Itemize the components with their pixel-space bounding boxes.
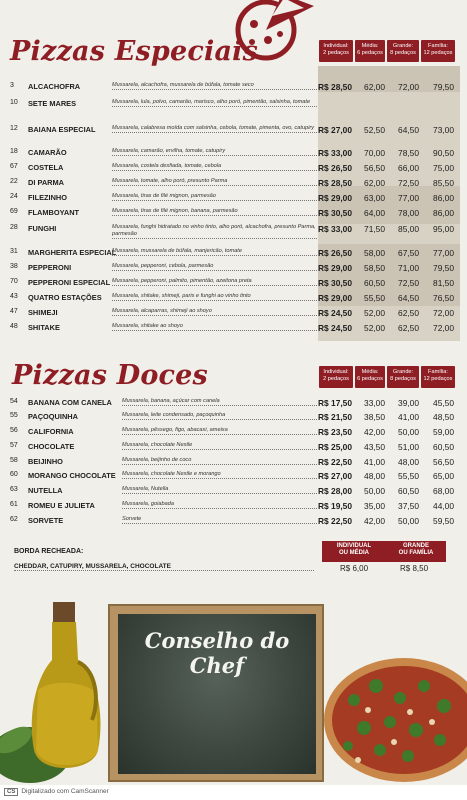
item-description: Mussarela, costela desfiada, tomate, cebola [112,163,317,171]
price-header-media-doces: Média: 6 pedaços [355,366,385,388]
item-price: 60,50 [433,442,454,452]
item-description: Mussarela, chocolate Nestle e morango [122,471,317,479]
item-price: 50,00 [398,427,419,437]
item-price: 33,00 [364,398,385,408]
item-name: CHOCOLATE [28,442,75,451]
price-header-individual: Individual: 2 pedaços [319,40,353,62]
item-price: 81,50 [433,278,454,288]
item-name: FUNGHI [28,224,57,233]
item-name: FLAMBOYANT [28,208,80,217]
item-price: 64,50 [398,293,419,303]
item-price: 63,00 [364,193,385,203]
item-name: BAIANA ESPECIAL [28,125,96,134]
item-price: 62,00 [364,82,385,92]
item-price: 55,50 [364,293,385,303]
item-price: R$ 25,00 [318,442,352,452]
item-price: 38,50 [364,412,385,422]
item-price: 41,00 [364,457,385,467]
item-price: R$ 28,50 [318,178,352,188]
item-number: 43 [10,293,18,300]
item-name: PEPPERONI [28,263,72,272]
item-description: Mussarela, tiras de filé mignon, banana, parmesão [112,208,317,216]
item-price: 60,50 [364,278,385,288]
menu-item-row [0,248,467,260]
item-number: 3 [10,82,14,89]
item-price: 86,00 [433,208,454,218]
item-description: Mussarela, camarão, ervilha, tomate, catupiry [112,148,317,156]
item-name: ROMEU E JULIETA [28,501,95,510]
menu-item-row [0,308,467,320]
item-number: 61 [10,501,18,508]
item-price: 48,50 [433,412,454,422]
item-price: 48,00 [364,471,385,481]
footer-text: Digitalizado com CamScanner [21,788,109,795]
item-price: R$ 28,50 [318,82,352,92]
menu-item-row [0,412,467,424]
item-price: 79,50 [433,82,454,92]
item-name: SORVETE [28,516,64,525]
item-description: Mussarela, leite condensado, paçoquinha [122,412,317,420]
item-price: 68,00 [433,486,454,496]
item-price: R$ 27,00 [318,125,352,135]
item-price: 71,50 [364,224,385,234]
item-name: FILEZINHO [28,193,68,202]
item-number: 12 [10,125,18,132]
item-price: R$ 22,50 [318,516,352,526]
item-price: 59,50 [433,516,454,526]
item-description: Mussarela, chocolate Nestle [122,442,317,450]
menu-item-row [0,163,467,175]
item-price: 66,00 [398,163,419,173]
item-price: R$ 21,50 [318,412,352,422]
item-price: 79,50 [433,263,454,273]
item-description: Mussarela, calabresa moída com salsinha, cebola, tomate, pimenta, ovo, catupiry [112,125,317,133]
borda-title: BORDA RECHEADA: [14,548,84,555]
item-name: SETE MARES [28,99,77,108]
item-price: 85,00 [398,224,419,234]
item-number: 10 [10,99,18,106]
item-price: 44,00 [433,501,454,511]
item-number: 47 [10,308,18,315]
item-price: 52,00 [364,323,385,333]
item-number: 54 [10,398,18,405]
item-price: R$ 30,50 [318,208,352,218]
item-description: Mussarela, banana, açúcar com canela [122,398,317,406]
item-price: R$ 29,00 [318,293,352,303]
item-name: CALIFORNIA [28,427,74,436]
item-price: R$ 19,50 [318,501,352,511]
olive-oil-bottle-icon [0,600,112,785]
item-number: 60 [10,471,18,478]
item-number: 28 [10,224,18,231]
item-description: Mussarela, funghi hidratado no vinho tinto, alho poró, alcachofra, presunto Parma, parmesão [112,224,316,237]
menu-item-row [0,516,467,528]
item-description: Mussarela, beijinho de coco [122,457,317,465]
item-price: R$ 27,00 [318,471,352,481]
item-price: R$ 33,00 [318,148,352,158]
menu-item-row [0,224,467,236]
item-description: Mussarela, pepperoni, palmito, pimentão, azeitona preta [112,278,317,286]
section-title-doces: Pizzas Doces [12,360,208,391]
item-number: 70 [10,278,18,285]
item-number: 58 [10,457,18,464]
item-number: 56 [10,427,18,434]
item-price: 51,00 [398,442,419,452]
item-price: 86,00 [433,193,454,203]
item-name: MORANGO CHOCOLATE [28,471,116,480]
item-price: 72,00 [433,308,454,318]
item-price: 90,50 [433,148,454,158]
item-description: Mussarela, alcachofra, mussarela de búfala, tomate seco [112,82,317,90]
item-price: 56,50 [433,457,454,467]
item-name: PAÇOQUINHA [28,412,78,421]
item-price: 78,50 [398,148,419,158]
item-description: Mussarela, mussarela de búfala, manjericão, tomate [112,248,317,256]
chef-title: Conselho do Chef [144,628,290,678]
item-price: 77,00 [398,193,419,203]
item-price: 72,00 [398,82,419,92]
borda-header-grande: GRANDE OU FAMÍLIA [386,541,446,562]
item-price: 52,00 [364,308,385,318]
item-name: COSTELA [28,163,64,172]
item-price: 52,50 [364,125,385,135]
item-price: 67,50 [398,248,419,258]
menu-item-row [0,427,467,439]
item-name: CAMARÃO [28,148,67,157]
item-number: 48 [10,323,18,330]
item-number: 67 [10,163,18,170]
item-price: 72,00 [433,323,454,333]
item-price: 71,00 [398,263,419,273]
item-price: 59,00 [433,427,454,437]
item-number: 18 [10,148,18,155]
item-price: 85,50 [433,178,454,188]
item-price: 58,00 [364,248,385,258]
item-price: 77,00 [433,248,454,258]
item-price: 45,50 [433,398,454,408]
menu-item-row [0,278,467,290]
item-price: 37,50 [398,501,419,511]
price-header-grande-doces: Grande: 8 pedaços [387,366,419,388]
item-description: Mussarela, shitake ao shoyo [112,323,317,331]
item-number: 38 [10,263,18,270]
pizza-photo-icon [324,650,467,782]
borda-header-individual: INDIVIDUAL OU MÉDIA [322,541,386,562]
item-price: 73,00 [433,125,454,135]
menu-item-row [0,486,467,498]
item-price: 62,50 [398,308,419,318]
price-header-individual-doces: Individual: 2 pedaços [319,366,353,388]
menu-item-row [0,442,467,454]
item-description: Mussarela, pêssego, figo, abacaxi, ameixa [122,427,317,435]
item-name: MARGHERITA ESPECIAL [28,248,117,257]
item-price: 50,00 [398,516,419,526]
item-description: Mussarela, tomate, alho poró, presunto Parma [112,178,317,186]
menu-item-row [0,398,467,410]
item-name: SHIMEJI [28,308,58,317]
item-price: 60,50 [398,486,419,496]
item-number: 55 [10,412,18,419]
menu-item-row [0,99,467,111]
item-price: R$ 26,50 [318,163,352,173]
item-number: 31 [10,248,18,255]
item-description: Mussarela, pepperoni, cebola, parmesão [112,263,317,271]
item-price: 78,00 [398,208,419,218]
item-name: BANANA COM CANELA [28,398,112,407]
item-price: 50,00 [364,486,385,496]
borda-price-individual: R$ 6,00 [340,564,369,573]
item-price: 39,00 [398,398,419,408]
item-price: R$ 29,00 [318,193,352,203]
item-price: 58,50 [364,263,385,273]
item-number: 63 [10,486,18,493]
menu-item-row [0,193,467,205]
item-name: NUTELLA [28,486,63,495]
item-price: 75,00 [433,163,454,173]
item-price: 64,00 [364,208,385,218]
menu-item-row [0,501,467,513]
item-price: R$ 26,50 [318,248,352,258]
item-price: 65,00 [433,471,454,481]
item-price: 56,50 [364,163,385,173]
item-price: R$ 24,50 [318,323,352,333]
item-price: 70,00 [364,148,385,158]
item-price: 64,50 [398,125,419,135]
menu-item-row [0,125,467,137]
item-price: 72,50 [398,278,419,288]
menu-item-row [0,148,467,160]
item-number: 24 [10,193,18,200]
item-price: 42,00 [364,427,385,437]
item-number: 69 [10,208,18,215]
item-price: 43,50 [364,442,385,452]
item-price: 35,00 [364,501,385,511]
borda-items: CHEDDAR, CATUPIRY, MUSSARELA, CHOCOLATE [14,563,314,571]
item-price: 62,00 [364,178,385,188]
item-price: 42,00 [364,516,385,526]
price-header-familia: Família: 12 pedaços [421,40,455,62]
item-name: ALCACHOFRA [28,82,81,91]
item-name: QUATRO ESTAÇÕES [28,293,102,302]
item-name: PEPPERONI ESPECIAL [28,278,111,287]
item-price: 76,50 [433,293,454,303]
item-description: Mussarela, shitake, shimeji, paris e funghi ao vinho tinto [112,293,317,301]
item-price: R$ 24,50 [318,308,352,318]
menu-item-row [0,457,467,469]
menu-item-row [0,178,467,190]
menu-item-row [0,293,467,305]
item-price: 41,00 [398,412,419,422]
item-price: 95,00 [433,224,454,234]
item-number: 62 [10,516,18,523]
item-description: Mussarela, tiras de filé mignon, parmesão [112,193,317,201]
price-header-familia-doces: Família: 12 pedaços [421,366,455,388]
menu-item-row [0,208,467,220]
price-header-media: Média: 6 pedaços [355,40,385,62]
item-price: R$ 33,00 [318,224,352,234]
item-description: Sorvete [122,516,317,524]
item-number: 57 [10,442,18,449]
item-price: R$ 17,50 [318,398,352,408]
item-price: 48,00 [398,457,419,467]
section-title-especiais: Pizzas Especiais [10,36,259,67]
item-price: 55,50 [398,471,419,481]
price-header-grande: Grande: 8 pedaços [387,40,419,62]
menu-item-row [0,82,467,94]
item-name: SHITAKE [28,323,60,332]
item-price: R$ 23,50 [318,427,352,437]
borda-price-grande: R$ 8,50 [400,564,429,573]
item-description: Mussarela, goiabada [122,501,317,509]
item-description: Mussarela, alcaparras, shimeji ao shoyo [112,308,317,316]
scanner-footer [0,785,467,800]
item-name: BEIJINHO [28,457,63,466]
item-number: 22 [10,178,18,185]
item-price: R$ 22,50 [318,457,352,467]
camscanner-logo: CS [4,788,18,796]
item-price: 62,50 [398,323,419,333]
item-price: R$ 29,00 [318,263,352,273]
item-price: R$ 30,50 [318,278,352,288]
menu-item-row [0,323,467,335]
item-price: R$ 28,00 [318,486,352,496]
item-description: Mussarela, lula, polvo, camarão, marisco, alho poró, pimentão, salsinha, tomate [112,99,317,107]
item-price: 72,50 [398,178,419,188]
menu-item-row [0,263,467,275]
menu-item-row [0,471,467,483]
item-name: DI PARMA [28,178,64,187]
item-description: Mussarela, Nutella [122,486,317,494]
